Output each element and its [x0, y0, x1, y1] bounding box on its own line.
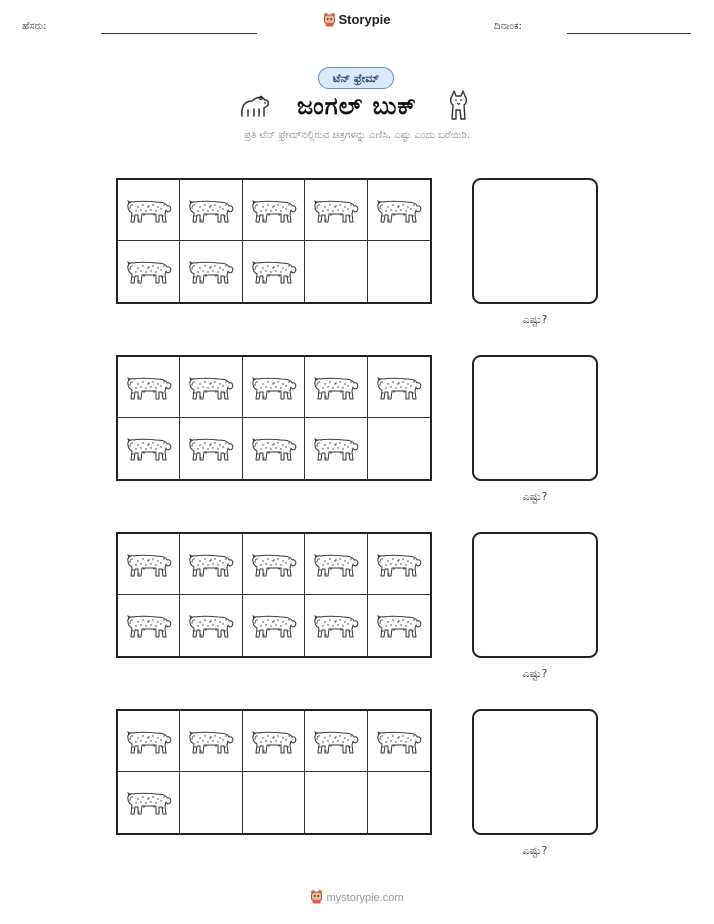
frame-cell — [180, 595, 242, 656]
answer-box[interactable] — [472, 532, 598, 658]
footer-url: mystorypie.com — [326, 892, 404, 904]
leopard-icon — [374, 610, 424, 642]
ten-frame — [116, 709, 432, 835]
leopard-icon — [374, 372, 424, 404]
frame-cell — [118, 180, 180, 241]
leopard-icon — [249, 372, 299, 404]
leopard-icon — [311, 549, 361, 581]
footer — [0, 889, 714, 904]
leopard-icon — [249, 256, 299, 288]
frame-cell — [243, 534, 305, 595]
how-many-label: ಎಷ್ಟು? — [522, 490, 548, 503]
leopard-icon — [124, 549, 174, 581]
leopard-icon — [124, 256, 174, 288]
frame-cell — [368, 180, 430, 241]
leopard-icon — [249, 726, 299, 758]
brand-logo — [0, 12, 714, 27]
frame-cell — [368, 241, 430, 302]
storypie-logo-icon — [310, 889, 323, 904]
leopard-icon — [124, 372, 174, 404]
worksheet-type-badge: ಟೆನ್ ಫ್ರೇಮ್ — [318, 67, 394, 89]
frame-cell — [305, 772, 367, 833]
leopard-icon — [249, 433, 299, 465]
frame-cell — [118, 357, 180, 418]
frame-cell — [305, 241, 367, 302]
name-label: ಹೆಸರು: — [22, 21, 47, 32]
frame-cell — [243, 711, 305, 772]
frame-cell — [305, 357, 367, 418]
leopard-icon — [311, 195, 361, 227]
frame-cell — [305, 711, 367, 772]
frame-cell — [368, 711, 430, 772]
frame-cell — [305, 534, 367, 595]
frame-cell — [243, 418, 305, 479]
frame-cell — [243, 772, 305, 833]
frame-cell — [368, 534, 430, 595]
frame-cell — [305, 180, 367, 241]
leopard-icon — [186, 726, 236, 758]
leopard-icon — [311, 610, 361, 642]
frame-cell — [118, 534, 180, 595]
wolf-icon — [446, 90, 472, 122]
frame-cell — [118, 595, 180, 656]
frame-cell — [368, 418, 430, 479]
brand-name: Storypie — [338, 12, 391, 27]
frame-cell — [118, 241, 180, 302]
ten-frame — [116, 532, 432, 658]
how-many-label: ಎಷ್ಟು? — [522, 844, 548, 857]
frame-cell — [368, 772, 430, 833]
frame-cell — [305, 595, 367, 656]
frame-cell — [180, 180, 242, 241]
ten-frame — [116, 355, 432, 481]
storypie-logo-icon — [323, 12, 336, 27]
leopard-icon — [249, 610, 299, 642]
frame-cell — [305, 418, 367, 479]
leopard-icon — [124, 726, 174, 758]
leopard-icon — [374, 549, 424, 581]
leopard-icon — [186, 433, 236, 465]
date-line[interactable] — [567, 33, 691, 34]
leopard-icon — [186, 372, 236, 404]
leopard-icon — [124, 433, 174, 465]
leopard-icon — [186, 256, 236, 288]
leopard-icon — [186, 610, 236, 642]
frame-cell — [180, 534, 242, 595]
leopard-icon — [124, 787, 174, 819]
leopard-icon — [124, 195, 174, 227]
frame-cell — [180, 241, 242, 302]
leopard-icon — [374, 726, 424, 758]
frame-cell — [243, 357, 305, 418]
leopard-icon — [186, 195, 236, 227]
leopard-icon — [311, 726, 361, 758]
frame-cell — [180, 711, 242, 772]
answer-box[interactable] — [472, 355, 598, 481]
frame-cell — [368, 357, 430, 418]
frame-cell — [243, 595, 305, 656]
frame-cell — [243, 180, 305, 241]
frame-cell — [180, 357, 242, 418]
frame-cell — [118, 711, 180, 772]
leopard-icon — [249, 549, 299, 581]
answer-box[interactable] — [472, 709, 598, 835]
frame-cell — [368, 595, 430, 656]
name-line[interactable] — [101, 33, 257, 34]
frame-cell — [243, 241, 305, 302]
leopard-icon — [311, 372, 361, 404]
frame-cell — [180, 772, 242, 833]
leopard-icon — [311, 433, 361, 465]
instructions: ಪ್ರತಿ ಟೆನ್ ಫ್ರೇಮ್‌ನಲ್ಲಿರುವ ಚಿತ್ರಗಳನ್ನು ಎಣಿಸಿ. ಎಷ್ಟು ಎಂದು ಬರೆಯಿರಿ. — [244, 130, 470, 141]
leopard-icon — [249, 195, 299, 227]
how-many-label: ಎಷ್ಟು? — [522, 667, 548, 680]
leopard-icon — [186, 549, 236, 581]
leopard-icon — [124, 610, 174, 642]
date-label: ದಿನಾಂಕ: — [494, 21, 522, 32]
ten-frame — [116, 178, 432, 304]
worksheet-title: ಜಂಗಲ್ ಬುಕ್ — [297, 92, 417, 120]
frame-cell — [180, 418, 242, 479]
frame-cell — [118, 772, 180, 833]
leopard-icon — [374, 195, 424, 227]
answer-box[interactable] — [472, 178, 598, 304]
frame-cell — [118, 418, 180, 479]
how-many-label: ಎಷ್ಟು? — [522, 313, 548, 326]
